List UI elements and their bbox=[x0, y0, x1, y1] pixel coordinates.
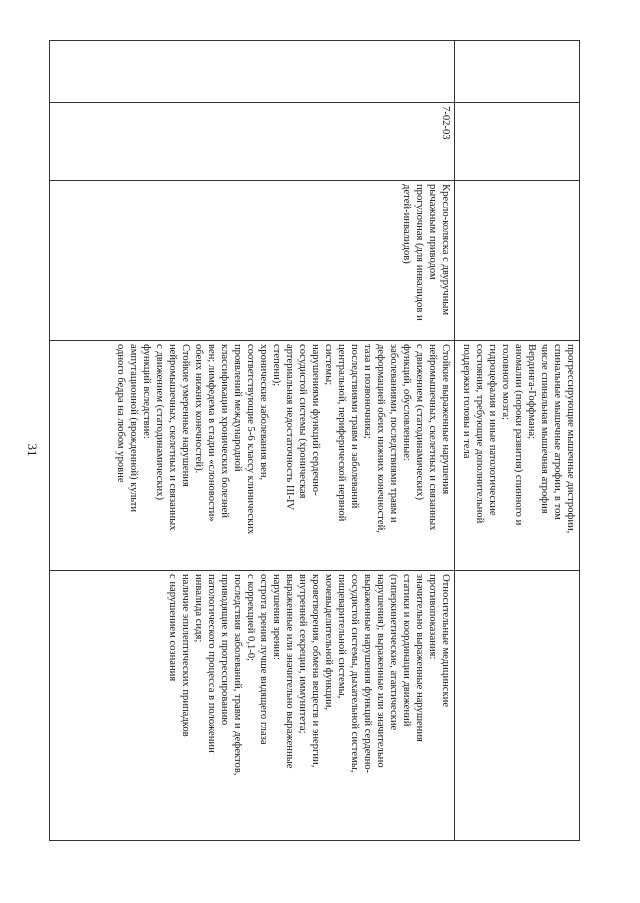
table-cell-indications: Стойкие выраженные нарушения нейромышечных, скелетных и связанных с движением (статодинамических) функций, обусловленные: заболеваниями, последствиями травм и деформацией обеих нижних конечностей, таза и позвоночника; последствиями травм и заболеваний центральной, периферической нервной системы; нарушениями функций сердечно- сосудистой системы (хроническая артериальная недостаточность III-IV степени); хронические заболевания вен, соответствующие 5-6 классу клинических проявлений международной классификации хронических болезней вен; лимфедема в стадии «слоновости» обеих нижних конечностей). Стойкие умеренные нарушения нейромышечных, скелетных и связанных с движением (статодинамических) функций вследствие: ампутационной (врожденной) культи одного бедра на любом уровне bbox=[50, 341, 455, 571]
table-cell-code bbox=[455, 103, 580, 181]
table-cell-code: 7-02-03 bbox=[50, 103, 455, 181]
table-cell-product: Кресло-коляска с двуручным рычажным приводом прогулочная (для инвалидов и детей-инвалидов) bbox=[50, 181, 455, 341]
table-row bbox=[455, 41, 580, 841]
product-table bbox=[49, 40, 580, 841]
table-row bbox=[50, 41, 455, 841]
rotated-table-wrapper bbox=[52, 40, 580, 840]
table-cell-index bbox=[455, 41, 580, 103]
table-cell-indications: прогрессирующие мышечные дистрофии, спинальные мышечные атрофии, в том числе спинальная мышечная атрофия Вердинга-Гоффмана; аномалии (пороки развития) спинного и головного мозга; гидроцефалия и иные патологические состояния, требующие дополнительной поддержки головы и тела bbox=[455, 341, 580, 571]
table-cell-contraindications bbox=[455, 571, 580, 841]
page-number: 31 bbox=[25, 443, 40, 457]
table-cell-product bbox=[455, 181, 580, 341]
table-cell-contraindications: Относительные медицинские противопоказания: значительно выраженные нарушения статики и координации движений (гиперкинетические, атактические нарушения); выраженные или значительно выраженные нарушения функций сердечно- сосудистой системы, дыхательной системы, пищеварительной системы, мочевыделительной функции, кроветворения, обмена веществ и энергии, внутренней секреции, иммунитета; выраженные или значительно выраженные нарушения зрения: острота зрения лучше видящего глаза с коррекцией 0,1-0; последствия заболеваний, травм и дефектов, приводящие к прогрессированию патологического процесса в положении инвалида сидя; наличие эпилептических припадков с нарушением сознания bbox=[50, 571, 455, 841]
table-cell-index bbox=[50, 41, 455, 103]
